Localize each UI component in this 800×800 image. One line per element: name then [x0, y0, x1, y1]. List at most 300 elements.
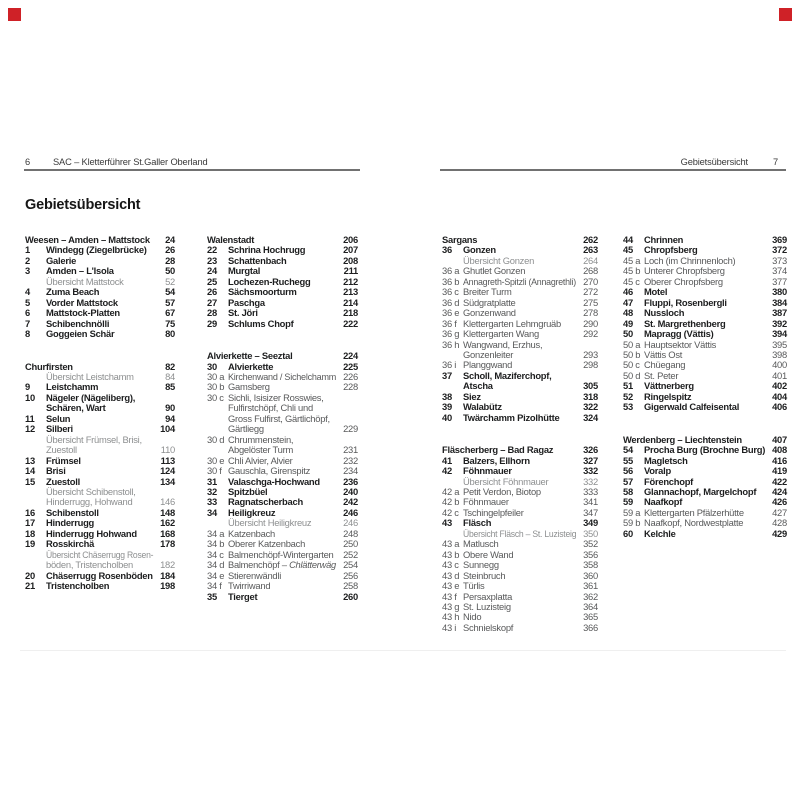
entry-page: 333	[583, 485, 598, 497]
entry-number: 51	[623, 380, 633, 392]
entry-number: 10	[25, 391, 35, 403]
toc-entry-row	[623, 466, 787, 476]
entry-number	[25, 487, 46, 497]
entry-page: 26	[165, 244, 175, 256]
entry-page: 422	[772, 475, 787, 487]
entry-name: Schnielskopf	[463, 621, 514, 633]
entry-name: Schlums Chopf	[228, 317, 294, 329]
entry-name: Tschingelpfeiler	[463, 506, 524, 518]
entry-name: St. Margrethenberg	[644, 317, 726, 329]
entry-page: 182	[160, 559, 175, 571]
entry-page: 225	[343, 360, 358, 372]
entry-name: Ragnatscherbach	[228, 496, 303, 508]
entry-page: 229	[343, 423, 358, 435]
toc-entry-row	[442, 329, 598, 339]
entry-number	[25, 550, 46, 560]
entry-name: Sunnegg	[463, 559, 499, 571]
entry-number: 48	[623, 307, 633, 319]
entry-number: 30 b	[207, 381, 225, 393]
entry-name: Silberi	[46, 423, 73, 435]
entry-name: Heiligkreuz	[228, 506, 276, 518]
entry-name: böden, Tristencholben	[46, 559, 134, 571]
toc-entry-row	[623, 529, 787, 539]
toc-column-left-2	[207, 235, 358, 602]
entry-number: 42 b	[442, 496, 460, 508]
entry-name: Chli Alvier, Alvier	[228, 454, 293, 466]
entry-number: 34 a	[207, 527, 225, 539]
entry-name: Naafkopf, Nordwestplatte	[644, 517, 744, 529]
entry-page: 213	[343, 286, 358, 298]
entry-number: 43 a	[442, 538, 460, 550]
entry-page: 384	[772, 296, 787, 308]
entry-page: 327	[583, 454, 598, 466]
entry-number: 43 g	[442, 600, 460, 612]
entry-number: 49	[623, 317, 633, 329]
entry-page: 360	[583, 569, 598, 581]
toc-entry-row	[442, 466, 598, 476]
entry-name: Schären, Wart	[46, 402, 106, 414]
entry-page: 387	[772, 307, 787, 319]
entry-number: 50	[623, 328, 633, 340]
entry-number: 30 d	[207, 433, 225, 445]
entry-number: 45 b	[623, 265, 641, 277]
entry-name: Petit Verdon, Biotop	[463, 485, 541, 497]
entry-number: 14	[25, 465, 35, 477]
entry-page	[336, 393, 358, 403]
entry-number: 36 e	[442, 307, 460, 319]
entry-page: 184	[160, 569, 175, 581]
entry-page: 113	[160, 454, 175, 466]
entry-number: 53	[623, 401, 633, 413]
entry-page: 124	[160, 465, 175, 477]
toc-entry-row	[442, 581, 598, 591]
entry-page: 264	[583, 254, 598, 266]
entry-name: Kelchle	[644, 527, 676, 539]
entry-number: 34 c	[207, 548, 224, 560]
entry-name: Spitzbüel	[228, 485, 268, 497]
entry-page: 380	[772, 286, 787, 298]
entry-number: 36 g	[442, 328, 460, 340]
entry-name: Frümsel	[46, 454, 81, 466]
entry-number: 20	[25, 569, 35, 581]
toc-column-right-2	[623, 235, 787, 539]
entry-page: 50	[165, 265, 175, 277]
entry-name: St. Luzisteig	[463, 600, 511, 612]
entry-page: 361	[583, 580, 598, 592]
entry-page: 268	[583, 265, 598, 277]
entry-number: 36 b	[442, 275, 460, 287]
entry-name: Gonzenleiter	[463, 348, 514, 360]
entry-name: Stierenwändli	[228, 569, 282, 581]
entry-name: Übersicht Heiligkreuz	[228, 517, 312, 529]
entry-name: Balmenchöpf-Wintergarten	[228, 548, 334, 560]
entry-page: 82	[165, 360, 175, 372]
entry-number: 30	[207, 360, 217, 372]
entry-name: Balmenchöpf – Chlätterwäg	[228, 559, 336, 571]
entry-number: 22	[207, 244, 217, 256]
entry-name: Ringelspitz	[644, 390, 692, 402]
entry-name: Breiter Turm	[463, 286, 512, 298]
entry-page: 400	[772, 359, 787, 371]
entry-name: Walabütz	[463, 401, 502, 413]
entry-number: 41	[442, 454, 452, 466]
entry-page: 406	[772, 401, 787, 413]
entry-name: Steinbruch	[463, 569, 506, 581]
entry-page: 248	[343, 527, 358, 539]
entry-page: 398	[772, 348, 787, 360]
entry-name: Siez	[463, 390, 481, 402]
entry-page: 211	[343, 265, 358, 277]
entry-number: 43 f	[442, 590, 457, 602]
entry-page	[336, 403, 358, 413]
entry-page: 206	[343, 234, 358, 245]
entry-page: 428	[772, 517, 787, 529]
toc-entry-row	[25, 329, 175, 339]
entry-page: 358	[583, 559, 598, 571]
toc-entry-row	[442, 623, 598, 633]
entry-name: Sargans	[442, 234, 478, 245]
entry-number: 43 i	[442, 621, 457, 633]
entry-name: Werdenberg – Liechtenstein	[623, 433, 742, 445]
entry-name: Übersicht Chäserrugg Rosen-	[46, 548, 154, 560]
entry-name: Leistchamm	[46, 381, 99, 393]
entry-number: 46	[623, 286, 633, 298]
entry-name: St. Peter	[644, 369, 679, 381]
entry-name: Rosskirchä	[46, 538, 95, 550]
entry-name: Gonzenwand	[463, 307, 516, 319]
entry-number: 43	[442, 517, 452, 529]
entry-page: 402	[772, 380, 787, 392]
entry-page: 322	[583, 401, 598, 413]
entry-name: Tristencholben	[46, 580, 110, 592]
entry-name: Mattstock-Platten	[46, 307, 120, 319]
entry-name: Übersicht Föhnmauer	[463, 475, 549, 487]
entry-page: 372	[772, 244, 787, 256]
entry-page: 258	[343, 580, 358, 592]
entry-page: 275	[583, 296, 598, 308]
entry-name: Förenchopf	[644, 475, 694, 487]
entry-number: 34 b	[207, 538, 225, 550]
entry-name: Übersicht Gonzen	[463, 254, 535, 266]
entry-page: 146	[160, 496, 175, 508]
entry-name: Loch (im Chrinnenloch)	[644, 254, 736, 266]
entry-number: 44	[623, 234, 633, 245]
entry-page: 198	[160, 580, 175, 592]
entry-name: Procha Burg (Brochne Burg)	[644, 444, 766, 456]
entry-name: Ghutlet Gonzen	[463, 265, 526, 277]
entry-name: Amden – L'Isola	[46, 265, 114, 277]
entry-name: Kirchenwand / Sichelchamm	[228, 370, 337, 382]
entry-number: 45	[623, 244, 633, 256]
entry-page: 252	[343, 548, 358, 560]
entry-page: 231	[343, 444, 358, 456]
entry-name: Zuestoll	[46, 475, 80, 487]
entry-name: St. Jöri	[228, 307, 258, 319]
entry-page: 262	[583, 234, 598, 245]
entry-page: 28	[165, 254, 175, 266]
entry-page: 240	[343, 485, 358, 497]
entry-name: Vorder Mattstock	[46, 296, 118, 308]
entry-number: 36 c	[442, 286, 459, 298]
entry-page: 75	[165, 317, 175, 329]
entry-number: 60	[623, 527, 633, 539]
entry-name: Nägeler (Nägeliberg),	[46, 391, 136, 403]
entry-number: 4	[25, 286, 30, 298]
entry-name-italic: Chlätterwäg	[289, 559, 336, 571]
entry-name: Atscha	[463, 380, 493, 392]
entry-number: 9	[25, 381, 30, 393]
entry-page: 350	[583, 527, 598, 539]
entry-page: 298	[583, 359, 598, 371]
running-title-right: Gebietsübersicht	[680, 157, 748, 167]
entry-page: 292	[583, 328, 598, 340]
entry-page: 394	[772, 328, 787, 340]
entry-number: 43 b	[442, 548, 460, 560]
entry-number: 58	[623, 485, 633, 497]
entry-number: 11	[25, 412, 35, 424]
entry-name: Chrinnen	[644, 234, 684, 245]
entry-number: 18	[25, 527, 35, 539]
entry-name: Twärchamm Pizolhütte	[463, 411, 560, 423]
entry-page: 54	[165, 286, 175, 298]
entry-name: Scholl, Maziferchopf,	[463, 369, 552, 381]
entry-name: Gigerwald Calfeisental	[644, 401, 740, 413]
entry-number: 43 e	[442, 580, 460, 592]
entry-number: 59 a	[623, 506, 641, 518]
entry-number: 3	[25, 265, 30, 277]
entry-number: 1	[25, 244, 30, 256]
entry-number: 15	[25, 475, 35, 487]
entry-number: 43 h	[442, 611, 460, 623]
entry-name: Persaxplatta	[463, 590, 513, 602]
entry-number: 7	[25, 317, 30, 329]
entry-number: 37	[442, 369, 452, 381]
entry-number: 13	[25, 454, 35, 466]
entry-number: 30 a	[207, 370, 225, 382]
entry-name: Goggeien Schär	[46, 328, 115, 340]
entry-name: Südgratplatte	[463, 296, 516, 308]
entry-page: 349	[583, 517, 598, 529]
entry-name: Schibenstoll	[46, 506, 99, 518]
entry-number: 35	[207, 590, 217, 602]
entry-number: 36 d	[442, 296, 460, 308]
entry-number: 36 f	[442, 317, 457, 329]
entry-page: 373	[772, 254, 787, 266]
entry-name: Schibenchnölli	[46, 317, 110, 329]
entry-name: Türlis	[463, 580, 485, 592]
entry-page: 67	[165, 307, 175, 319]
entry-number: 57	[623, 475, 633, 487]
entry-page: 80	[165, 328, 175, 340]
entry-page: 148	[160, 506, 175, 518]
entry-name: Naafkopf	[644, 496, 683, 508]
entry-number: 59 b	[623, 517, 641, 529]
entry-name: Sächsmoorturm	[228, 286, 297, 298]
entry-number: 36 h	[442, 338, 460, 350]
entry-number: 42 a	[442, 485, 460, 497]
entry-name: Chropfsberg	[644, 244, 698, 256]
header-rule-left	[24, 169, 360, 171]
page-number-right: 7	[772, 157, 778, 167]
entry-page: 246	[343, 506, 358, 518]
entry-number: 52	[623, 390, 633, 402]
running-head-left	[25, 157, 208, 167]
entry-page: 84	[165, 370, 175, 382]
entry-number: 55	[623, 454, 633, 466]
entry-page: 212	[343, 275, 358, 287]
entry-name: Föhnmauer	[463, 465, 512, 477]
entry-page: 207	[343, 244, 358, 256]
red-corner-mark-right	[779, 8, 792, 21]
entry-page: 377	[772, 275, 787, 287]
entry-name: Zuma Beach	[46, 286, 100, 298]
entry-page: 326	[583, 444, 598, 456]
entry-name: Nido	[463, 611, 482, 623]
entry-name: Matlusch	[463, 538, 499, 550]
entry-number: 50 b	[623, 348, 641, 360]
entry-page: 424	[772, 485, 787, 497]
entry-number	[25, 435, 46, 445]
entry-page: 366	[583, 621, 598, 633]
entry-name: Hinderrugg	[46, 517, 95, 529]
entry-page: 392	[772, 317, 787, 329]
entry-page: 232	[343, 454, 358, 466]
entry-number: 26	[207, 286, 217, 298]
page-number-left: 6	[25, 157, 31, 167]
entry-page: 278	[583, 307, 598, 319]
toc-entry-row	[207, 592, 358, 602]
toc-entry-row	[207, 581, 358, 591]
entry-name: Katzenbach	[228, 527, 276, 539]
entry-page: 324	[583, 411, 598, 423]
entry-page: 290	[583, 317, 598, 329]
entry-page: 293	[583, 348, 598, 360]
entry-page: 110	[160, 444, 175, 456]
entry-number: 12	[25, 423, 35, 435]
entry-name: Nussloch	[644, 307, 685, 319]
entry-name: Föhnmauer	[463, 496, 509, 508]
entry-number: 36	[442, 244, 452, 256]
entry-page: 426	[772, 496, 787, 508]
entry-name: Hinderrugg, Hohwand	[46, 496, 133, 508]
entry-number: 31	[207, 475, 217, 487]
entry-name: Windegg (Ziegelbrücke)	[46, 244, 147, 256]
entry-name: Gonzen	[463, 244, 496, 256]
entry-name: Alvierkette – Seeztal	[207, 350, 293, 362]
entry-page: 404	[772, 390, 787, 402]
entry-page: 374	[772, 265, 787, 277]
entry-number: 45 a	[623, 254, 641, 266]
entry-name: Schrina Hochrugg	[228, 244, 306, 256]
entry-page: 134	[160, 475, 175, 487]
entry-page: 347	[583, 506, 598, 518]
entry-name: Gross Fulfirst, Gärtlichöpf,	[228, 412, 330, 424]
entry-page: 208	[343, 254, 358, 266]
entry-page: 250	[343, 538, 358, 550]
entry-number: 36 a	[442, 265, 460, 277]
entry-page: 395	[772, 338, 787, 350]
entry-page: 270	[583, 275, 598, 287]
entry-page: 364	[583, 600, 598, 612]
entry-page: 272	[583, 286, 598, 298]
entry-page: 224	[343, 350, 358, 362]
entry-page: 246	[343, 517, 358, 529]
entry-name: Murgtal	[228, 265, 261, 277]
entry-number: 17	[25, 517, 35, 529]
entry-page: 90	[165, 402, 175, 414]
entry-number: 27	[207, 296, 217, 308]
toc-entry-row	[442, 413, 598, 423]
entry-number: 34 e	[207, 569, 225, 581]
entry-name: Gamsberg	[228, 381, 270, 393]
toc-section-header	[207, 351, 358, 361]
entry-number: 59	[623, 496, 633, 508]
entry-name: Zuestoll	[46, 444, 77, 456]
entry-page: 52	[165, 275, 175, 287]
entry-name: Chüegang	[644, 359, 686, 371]
entry-name: Obere Wand	[463, 548, 514, 560]
entry-name: Sichli, Isisizer Rosswies,	[228, 391, 324, 403]
entry-name: Churfirsten	[25, 360, 73, 372]
toc-entry-row	[25, 581, 175, 591]
entry-page: 352	[583, 538, 598, 550]
entry-number: 23	[207, 254, 217, 266]
entry-name: Lochezen-Ruchegg	[228, 275, 311, 287]
entry-name: Mapragg (Vättis)	[644, 328, 714, 340]
entry-name: Hauptsektor Vättis	[644, 338, 717, 350]
header-rule-right	[440, 169, 786, 171]
entry-page: 260	[343, 590, 358, 602]
entry-number: 25	[207, 275, 217, 287]
entry-name: Paschga	[228, 296, 265, 308]
entry-number: 30 c	[207, 391, 224, 403]
page-bottom-edge	[20, 650, 786, 651]
entry-name: Galerie	[46, 254, 77, 266]
entry-number: 38	[442, 390, 452, 402]
entry-page: 305	[583, 380, 598, 392]
entry-page: 24	[165, 234, 175, 245]
entry-number: 6	[25, 307, 30, 319]
toc-entry-row	[25, 550, 175, 560]
entry-number: 30 f	[207, 465, 222, 477]
entry-number	[207, 403, 228, 413]
entry-page: 419	[772, 465, 787, 477]
entry-name: Voralp	[644, 465, 671, 477]
entry-number: 16	[25, 506, 35, 518]
toc-column-right-1	[442, 235, 598, 633]
entry-name: Unterer Chropfsberg	[644, 265, 725, 277]
entry-page: 226	[343, 370, 358, 382]
toc-entry-row	[207, 560, 358, 570]
entry-page: 356	[583, 548, 598, 560]
toc-entry-row	[442, 529, 598, 539]
toc-entry-row	[623, 329, 787, 339]
entry-page: 168	[160, 527, 175, 539]
entry-name: Vättis Ost	[644, 348, 683, 360]
entry-page: 362	[583, 590, 598, 602]
entry-name: Motel	[644, 286, 668, 298]
entry-number: 54	[623, 444, 633, 456]
running-head-right	[440, 157, 778, 167]
entry-number: 32	[207, 485, 217, 497]
entry-page: 94	[165, 412, 175, 424]
entry-page: 236	[343, 475, 358, 487]
entry-number: 2	[25, 254, 30, 266]
entry-page: 85	[165, 381, 175, 393]
entry-name: Selun	[46, 412, 71, 424]
entry-name: Walenstadt	[207, 234, 255, 245]
entry-name: Valaschga-Hochwand	[228, 475, 320, 487]
